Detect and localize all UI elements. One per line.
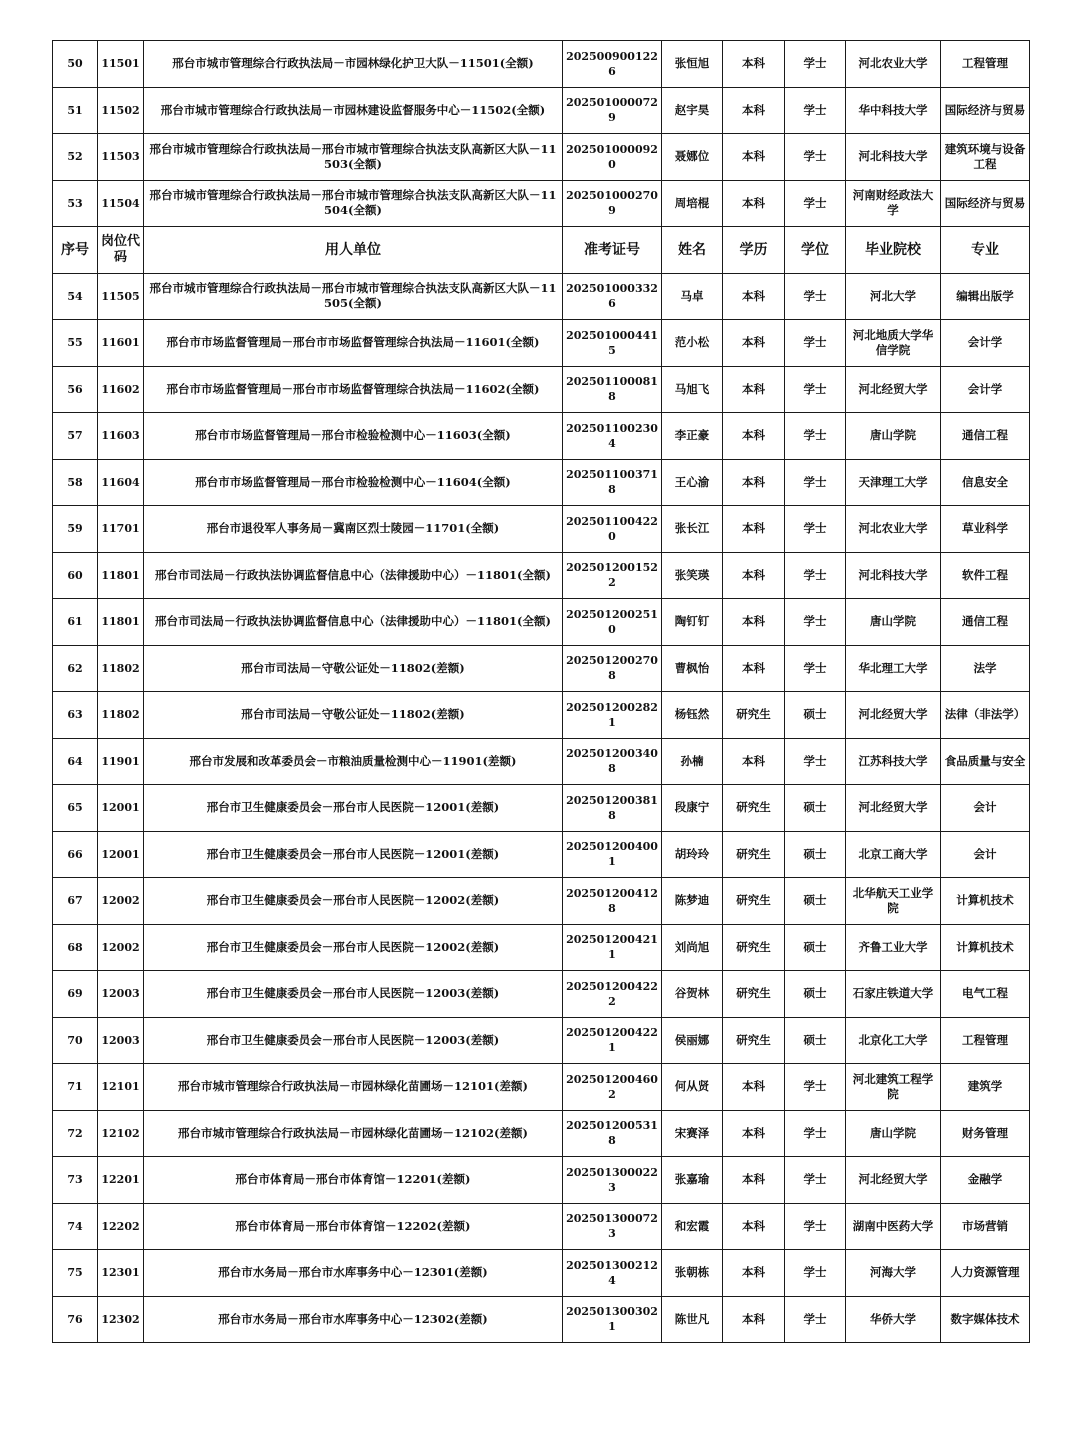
cell-code: 11602: [98, 366, 144, 413]
cell-exam-no: 2025011004220: [563, 506, 662, 553]
cell-degree: 学士: [785, 1296, 846, 1343]
cell-school: 河北大学: [846, 273, 941, 320]
cell-unit: 邢台市水务局－邢台市水库事务中心－12302(差额): [144, 1296, 563, 1343]
cell-name: 胡玲玲: [662, 831, 723, 878]
cell-unit: 邢台市卫生健康委员会－邢台市人民医院－12002(差额): [144, 878, 563, 925]
cell-code: 12102: [98, 1110, 144, 1157]
table-row: [53, 1203, 1030, 1250]
cell-exam-no: 2025010002709: [563, 180, 662, 227]
cell-education: 研究生: [723, 924, 785, 971]
cell-school: 湖南中医药大学: [846, 1203, 941, 1250]
header-name: 姓名: [662, 227, 723, 274]
cell-unit: 邢台市城市管理综合行政执法局－邢台市城市管理综合执法支队高新区大队－11503(全额): [144, 134, 563, 181]
table-row: [53, 971, 1030, 1018]
cell-code: 11504: [98, 180, 144, 227]
cell-education: 研究生: [723, 971, 785, 1018]
cell-education: 本科: [723, 413, 785, 460]
cell-degree: 硕士: [785, 878, 846, 925]
cell-unit: 邢台市市场监督管理局－邢台市检验检测中心－11604(全额): [144, 459, 563, 506]
cell-school: 华中科技大学: [846, 87, 941, 134]
cell-education: 本科: [723, 1157, 785, 1204]
cell-code: 12301: [98, 1250, 144, 1297]
cell-name: 曹枫怡: [662, 645, 723, 692]
cell-school: 河北经贸大学: [846, 1157, 941, 1204]
header-school: 毕业院校: [846, 227, 941, 274]
cell-exam-no: 2025012004221: [563, 1017, 662, 1064]
cell-unit: 邢台市水务局－邢台市水库事务中心－12301(差额): [144, 1250, 563, 1297]
cell-degree: 硕士: [785, 692, 846, 739]
cell-major: 编辑出版学: [941, 273, 1030, 320]
cell-name: 陈梦迪: [662, 878, 723, 925]
table-row: [53, 1250, 1030, 1297]
table-row: [53, 1296, 1030, 1343]
cell-school: 华侨大学: [846, 1296, 941, 1343]
cell-degree: 学士: [785, 413, 846, 460]
cell-major: 会计: [941, 785, 1030, 832]
cell-seq: 73: [53, 1157, 98, 1204]
cell-education: 研究生: [723, 831, 785, 878]
cell-code: 12001: [98, 785, 144, 832]
cell-major: 国际经济与贸易: [941, 87, 1030, 134]
cell-degree: 学士: [785, 645, 846, 692]
cell-degree: 学士: [785, 506, 846, 553]
cell-education: 研究生: [723, 878, 785, 925]
cell-unit: 邢台市城市管理综合行政执法局－邢台市城市管理综合执法支队高新区大队－11504(全额): [144, 180, 563, 227]
cell-seq: 60: [53, 552, 98, 599]
cell-name: 张长江: [662, 506, 723, 553]
cell-degree: 学士: [785, 366, 846, 413]
cell-unit: 邢台市体育局－邢台市体育馆－12201(差额): [144, 1157, 563, 1204]
cell-exam-no: 2025010004415: [563, 320, 662, 367]
cell-name: 周培棍: [662, 180, 723, 227]
header-major: 专业: [941, 227, 1030, 274]
cell-seq: 64: [53, 738, 98, 785]
cell-seq: 57: [53, 413, 98, 460]
cell-education: 本科: [723, 273, 785, 320]
cell-school: 河北农业大学: [846, 506, 941, 553]
cell-unit: 邢台市卫生健康委员会－邢台市人民医院－12001(差额): [144, 785, 563, 832]
cell-major: 财务管理: [941, 1110, 1030, 1157]
cell-name: 李正豪: [662, 413, 723, 460]
cell-school: 北京工商大学: [846, 831, 941, 878]
cell-education: 研究生: [723, 1017, 785, 1064]
cell-major: 计算机技术: [941, 924, 1030, 971]
cell-name: 马卓: [662, 273, 723, 320]
cell-school: 河北地质大学华信学院: [846, 320, 941, 367]
cell-seq: 74: [53, 1203, 98, 1250]
cell-seq: 72: [53, 1110, 98, 1157]
table-row: [53, 459, 1030, 506]
cell-unit: 邢台市市场监督管理局－邢台市检验检测中心－11603(全额): [144, 413, 563, 460]
cell-degree: 学士: [785, 320, 846, 367]
cell-name: 张笑瑛: [662, 552, 723, 599]
cell-school: 唐山学院: [846, 1110, 941, 1157]
cell-exam-no: 2025011000818: [563, 366, 662, 413]
cell-major: 草业科学: [941, 506, 1030, 553]
cell-unit: 邢台市市场监督管理局－邢台市市场监督管理综合执法局－11602(全额): [144, 366, 563, 413]
cell-education: 本科: [723, 645, 785, 692]
cell-exam-no: 2025013000723: [563, 1203, 662, 1250]
table-row: [53, 1064, 1030, 1111]
cell-code: 11802: [98, 692, 144, 739]
cell-exam-no: 2025011002304: [563, 413, 662, 460]
cell-major: 信息安全: [941, 459, 1030, 506]
cell-degree: 硕士: [785, 924, 846, 971]
cell-code: 11801: [98, 599, 144, 646]
cell-code: 12302: [98, 1296, 144, 1343]
cell-exam-no: 2025010000920: [563, 134, 662, 181]
cell-name: 和宏霞: [662, 1203, 723, 1250]
cell-code: 12002: [98, 878, 144, 925]
cell-code: 11701: [98, 506, 144, 553]
cell-exam-no: 2025012002510: [563, 599, 662, 646]
cell-code: 12002: [98, 924, 144, 971]
cell-education: 本科: [723, 320, 785, 367]
header-unit: 用人单位: [144, 227, 563, 274]
cell-school: 河南财经政法大学: [846, 180, 941, 227]
cell-unit: 邢台市司法局－行政执法协调监督信息中心（法律援助中心）－11801(全额): [144, 552, 563, 599]
cell-school: 江苏科技大学: [846, 738, 941, 785]
cell-major: 软件工程: [941, 552, 1030, 599]
cell-unit: 邢台市发展和改革委员会－市粮油质量检测中心－11901(差额): [144, 738, 563, 785]
cell-seq: 59: [53, 506, 98, 553]
cell-major: 电气工程: [941, 971, 1030, 1018]
cell-code: 11801: [98, 552, 144, 599]
cell-code: 12201: [98, 1157, 144, 1204]
cell-degree: 学士: [785, 134, 846, 181]
cell-name: 杨钰然: [662, 692, 723, 739]
cell-exam-no: 2025012002821: [563, 692, 662, 739]
table-row: [53, 1110, 1030, 1157]
cell-code: 11604: [98, 459, 144, 506]
cell-exam-no: 2025013003021: [563, 1296, 662, 1343]
cell-unit: 邢台市司法局－行政执法协调监督信息中心（法律援助中心）－11801(全额): [144, 599, 563, 646]
header-code: 岗位代码: [98, 227, 144, 274]
cell-degree: 学士: [785, 273, 846, 320]
cell-school: 齐鲁工业大学: [846, 924, 941, 971]
cell-education: 本科: [723, 552, 785, 599]
cell-degree: 学士: [785, 552, 846, 599]
cell-school: 河北科技大学: [846, 552, 941, 599]
cell-school: 北华航天工业学院: [846, 878, 941, 925]
cell-major: 法律（非法学）: [941, 692, 1030, 739]
cell-exam-no: 2025013002124: [563, 1250, 662, 1297]
cell-major: 建筑环境与设备工程: [941, 134, 1030, 181]
cell-degree: 学士: [785, 599, 846, 646]
cell-school: 石家庄铁道大学: [846, 971, 941, 1018]
cell-name: 张嘉瑜: [662, 1157, 723, 1204]
cell-name: 孙楠: [662, 738, 723, 785]
cell-major: 数字媒体技术: [941, 1296, 1030, 1343]
table-row: [53, 273, 1030, 320]
cell-seq: 70: [53, 1017, 98, 1064]
cell-major: 通信工程: [941, 599, 1030, 646]
cell-seq: 76: [53, 1296, 98, 1343]
cell-exam-no: 2025012004001: [563, 831, 662, 878]
table-row: [53, 413, 1030, 460]
cell-exam-no: 2025012001522: [563, 552, 662, 599]
table-row: [53, 878, 1030, 925]
cell-degree: 硕士: [785, 971, 846, 1018]
cell-seq: 54: [53, 273, 98, 320]
cell-education: 本科: [723, 599, 785, 646]
cell-seq: 65: [53, 785, 98, 832]
cell-code: 11601: [98, 320, 144, 367]
cell-degree: 学士: [785, 738, 846, 785]
cell-exam-no: 2025010003326: [563, 273, 662, 320]
cell-education: 本科: [723, 1064, 785, 1111]
cell-exam-no: 2025012005318: [563, 1110, 662, 1157]
cell-degree: 学士: [785, 41, 846, 88]
table-row: [53, 1157, 1030, 1204]
cell-degree: 学士: [785, 1157, 846, 1204]
cell-name: 刘尚旭: [662, 924, 723, 971]
cell-seq: 50: [53, 41, 98, 88]
cell-code: 12003: [98, 1017, 144, 1064]
cell-seq: 56: [53, 366, 98, 413]
table-row: [53, 134, 1030, 181]
cell-seq: 66: [53, 831, 98, 878]
cell-unit: 邢台市体育局－邢台市体育馆－12202(差额): [144, 1203, 563, 1250]
cell-degree: 硕士: [785, 785, 846, 832]
cell-degree: 学士: [785, 459, 846, 506]
cell-unit: 邢台市卫生健康委员会－邢台市人民医院－12003(差额): [144, 1017, 563, 1064]
cell-degree: 硕士: [785, 1017, 846, 1064]
cell-unit: 邢台市司法局－守敬公证处－11802(差额): [144, 645, 563, 692]
cell-major: 建筑学: [941, 1064, 1030, 1111]
cell-degree: 学士: [785, 1203, 846, 1250]
cell-unit: 邢台市市场监督管理局－邢台市市场监督管理综合执法局－11601(全额): [144, 320, 563, 367]
cell-education: 本科: [723, 180, 785, 227]
cell-exam-no: 2025010000729: [563, 87, 662, 134]
cell-seq: 53: [53, 180, 98, 227]
cell-code: 11501: [98, 41, 144, 88]
cell-education: 研究生: [723, 692, 785, 739]
header-exam-no: 准考证号: [563, 227, 662, 274]
cell-seq: 69: [53, 971, 98, 1018]
cell-code: 11901: [98, 738, 144, 785]
cell-exam-no: 2025012004602: [563, 1064, 662, 1111]
cell-major: 会计学: [941, 320, 1030, 367]
cell-exam-no: 2025012003818: [563, 785, 662, 832]
cell-degree: 学士: [785, 87, 846, 134]
header-degree: 学位: [785, 227, 846, 274]
cell-code: 11802: [98, 645, 144, 692]
cell-exam-no: 2025012003408: [563, 738, 662, 785]
table-row: [53, 366, 1030, 413]
cell-name: 陶钉钉: [662, 599, 723, 646]
cell-code: 12101: [98, 1064, 144, 1111]
cell-unit: 邢台市城市管理综合行政执法局－市园林绿化苗圃场－12102(差额): [144, 1110, 563, 1157]
cell-unit: 邢台市司法局－守敬公证处－11802(差额): [144, 692, 563, 739]
cell-seq: 61: [53, 599, 98, 646]
cell-major: 会计学: [941, 366, 1030, 413]
table-row: [53, 87, 1030, 134]
cell-name: 张朝栋: [662, 1250, 723, 1297]
cell-name: 马旭飞: [662, 366, 723, 413]
cell-school: 唐山学院: [846, 413, 941, 460]
cell-unit: 邢台市城市管理综合行政执法局－市园林绿化苗圃场－12101(差额): [144, 1064, 563, 1111]
table-row: [53, 692, 1030, 739]
table-row: [53, 924, 1030, 971]
cell-seq: 52: [53, 134, 98, 181]
cell-name: 何从贤: [662, 1064, 723, 1111]
cell-exam-no: 2025009001226: [563, 41, 662, 88]
cell-major: 金融学: [941, 1157, 1030, 1204]
cell-exam-no: 2025012004128: [563, 878, 662, 925]
cell-school: 河北经贸大学: [846, 366, 941, 413]
cell-school: 河海大学: [846, 1250, 941, 1297]
cell-seq: 75: [53, 1250, 98, 1297]
cell-school: 河北农业大学: [846, 41, 941, 88]
cell-major: 计算机技术: [941, 878, 1030, 925]
cell-seq: 62: [53, 645, 98, 692]
cell-education: 本科: [723, 1203, 785, 1250]
cell-education: 本科: [723, 459, 785, 506]
cell-unit: 邢台市卫生健康委员会－邢台市人民医院－12003(差额): [144, 971, 563, 1018]
header-seq: 序号: [53, 227, 98, 274]
cell-education: 本科: [723, 1110, 785, 1157]
cell-code: 12001: [98, 831, 144, 878]
cell-school: 河北经贸大学: [846, 785, 941, 832]
cell-education: 本科: [723, 87, 785, 134]
table-row: [53, 738, 1030, 785]
cell-degree: 硕士: [785, 831, 846, 878]
cell-degree: 学士: [785, 1250, 846, 1297]
cell-unit: 邢台市城市管理综合行政执法局－市园林建设监督服务中心－11502(全额): [144, 87, 563, 134]
cell-name: 张恒旭: [662, 41, 723, 88]
cell-seq: 67: [53, 878, 98, 925]
cell-school: 河北建筑工程学院: [846, 1064, 941, 1111]
cell-education: 研究生: [723, 785, 785, 832]
table-row: [53, 1017, 1030, 1064]
cell-school: 北京化工大学: [846, 1017, 941, 1064]
cell-education: 本科: [723, 1296, 785, 1343]
cell-major: 市场营销: [941, 1203, 1030, 1250]
table-row: [53, 785, 1030, 832]
cell-code: 12003: [98, 971, 144, 1018]
table-row: [53, 645, 1030, 692]
results-sheet: [52, 40, 1029, 1343]
cell-major: 会计: [941, 831, 1030, 878]
cell-exam-no: 2025012004211: [563, 924, 662, 971]
cell-degree: 学士: [785, 1064, 846, 1111]
cell-seq: 63: [53, 692, 98, 739]
cell-unit: 邢台市城市管理综合行政执法局－市园林绿化护卫大队－11501(全额): [144, 41, 563, 88]
cell-code: 11502: [98, 87, 144, 134]
cell-seq: 68: [53, 924, 98, 971]
cell-code: 11603: [98, 413, 144, 460]
table-row: [53, 180, 1030, 227]
cell-unit: 邢台市城市管理综合行政执法局－邢台市城市管理综合执法支队高新区大队－11505(全额): [144, 273, 563, 320]
cell-major: 法学: [941, 645, 1030, 692]
cell-code: 12202: [98, 1203, 144, 1250]
cell-code: 11503: [98, 134, 144, 181]
header-education: 学历: [723, 227, 785, 274]
cell-name: 范小松: [662, 320, 723, 367]
cell-major: 工程管理: [941, 1017, 1030, 1064]
cell-major: 工程管理: [941, 41, 1030, 88]
table-row: [53, 41, 1030, 88]
cell-name: 陈世凡: [662, 1296, 723, 1343]
table-row: [53, 831, 1030, 878]
cell-education: 本科: [723, 738, 785, 785]
cell-education: 本科: [723, 1250, 785, 1297]
cell-name: 聂娜位: [662, 134, 723, 181]
table-body-top: [53, 41, 1030, 227]
cell-unit: 邢台市卫生健康委员会－邢台市人民医院－12001(差额): [144, 831, 563, 878]
cell-seq: 51: [53, 87, 98, 134]
cell-name: 侯丽娜: [662, 1017, 723, 1064]
recruitment-results-table: [52, 40, 1030, 1343]
cell-education: 本科: [723, 134, 785, 181]
cell-education: 本科: [723, 506, 785, 553]
cell-exam-no: 2025011003718: [563, 459, 662, 506]
cell-exam-no: 2025012002708: [563, 645, 662, 692]
cell-name: 宋赛泽: [662, 1110, 723, 1157]
cell-school: 河北经贸大学: [846, 692, 941, 739]
cell-seq: 55: [53, 320, 98, 367]
cell-name: 赵宇昊: [662, 87, 723, 134]
cell-name: 段康宁: [662, 785, 723, 832]
cell-school: 天津理工大学: [846, 459, 941, 506]
cell-unit: 邢台市退役军人事务局－冀南区烈士陵园－11701(全额): [144, 506, 563, 553]
table-row: [53, 552, 1030, 599]
table-row: [53, 320, 1030, 367]
cell-school: 河北科技大学: [846, 134, 941, 181]
cell-education: 本科: [723, 366, 785, 413]
table-row: [53, 506, 1030, 553]
cell-degree: 学士: [785, 180, 846, 227]
table-header: [53, 227, 1030, 274]
cell-major: 通信工程: [941, 413, 1030, 460]
cell-degree: 学士: [785, 1110, 846, 1157]
cell-name: 王心渝: [662, 459, 723, 506]
cell-seq: 71: [53, 1064, 98, 1111]
table-row: [53, 599, 1030, 646]
cell-school: 唐山学院: [846, 599, 941, 646]
cell-major: 国际经济与贸易: [941, 180, 1030, 227]
cell-exam-no: 2025013000223: [563, 1157, 662, 1204]
table-body-main: [53, 273, 1030, 1343]
cell-code: 11505: [98, 273, 144, 320]
cell-exam-no: 2025012004222: [563, 971, 662, 1018]
cell-seq: 58: [53, 459, 98, 506]
cell-school: 华北理工大学: [846, 645, 941, 692]
cell-education: 本科: [723, 41, 785, 88]
cell-major: 人力资源管理: [941, 1250, 1030, 1297]
cell-unit: 邢台市卫生健康委员会－邢台市人民医院－12002(差额): [144, 924, 563, 971]
cell-major: 食品质量与安全: [941, 738, 1030, 785]
cell-name: 谷贺林: [662, 971, 723, 1018]
